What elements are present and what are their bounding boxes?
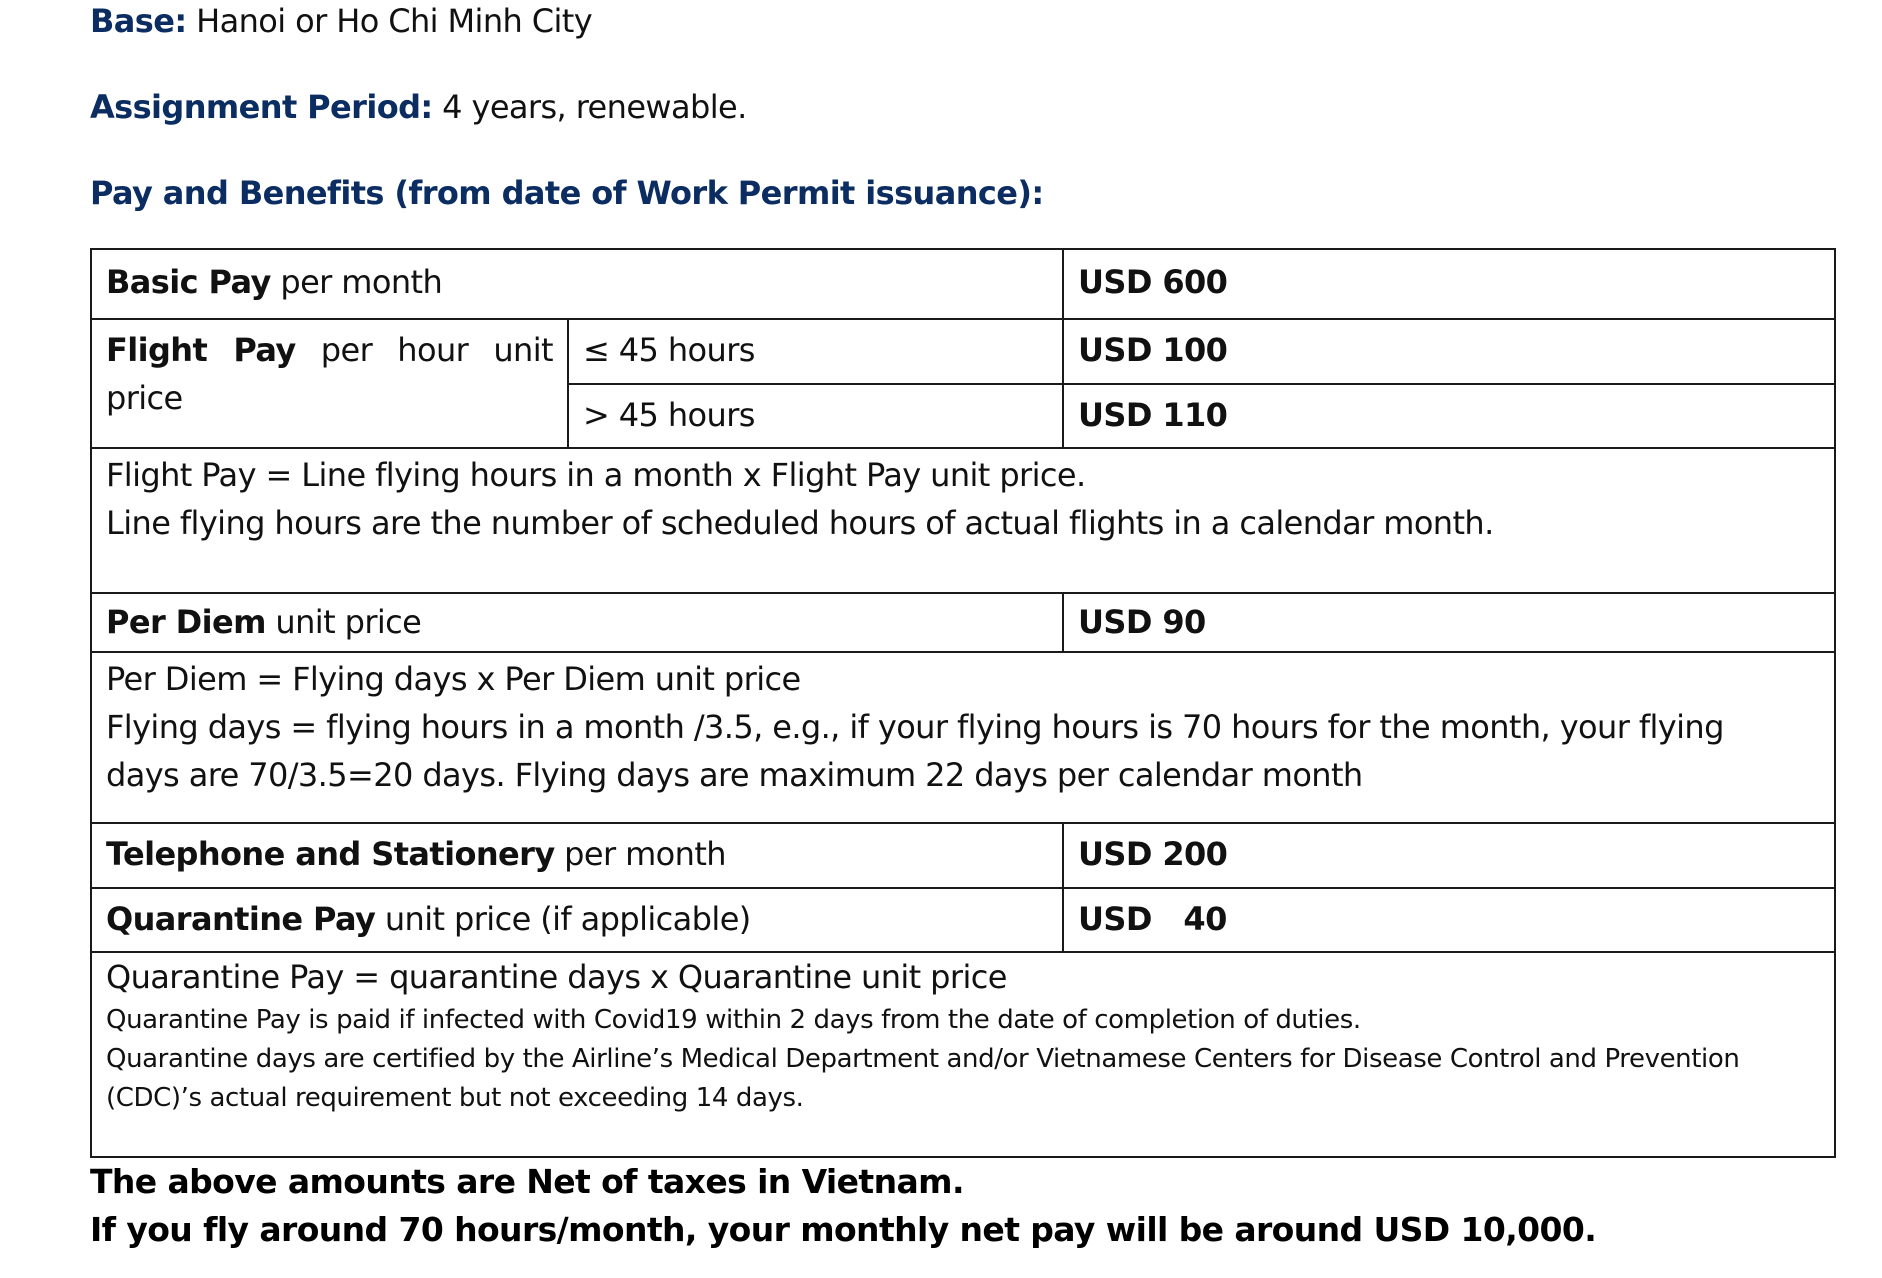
flight-pay-tier-2-condition: > 45 hours: [568, 384, 1063, 448]
assignment-period-label: Assignment Period:: [90, 88, 433, 126]
per-diem-value: USD 90: [1063, 593, 1835, 652]
per-diem-description-line-1: Per Diem = Flying days x Per Diem unit price: [106, 660, 801, 698]
pay-benefits-table: [90, 248, 1836, 1158]
flight-pay-tier-2-value: USD 110: [1063, 384, 1835, 448]
flight-pay-tier-1-condition: ≤ 45 hours: [568, 319, 1063, 384]
quarantine-label: [91, 888, 1063, 952]
table-row-quarantine-description: [91, 952, 1835, 1157]
basic-pay-rest: per month: [270, 263, 443, 301]
flight-pay-bold: Flight Pay: [106, 331, 296, 369]
flight-pay-label: [91, 319, 568, 448]
flight-pay-label-line-2: price: [106, 379, 183, 417]
table-row-telephone: [91, 823, 1835, 888]
quarantine-value: [1063, 888, 1835, 952]
telephone-rest: per month: [554, 835, 726, 873]
flight-pay-description-line-1: Flight Pay = Line flying hours in a month x Flight Pay unit price.: [106, 456, 1086, 494]
flight-pay-rest: per hour unit: [295, 331, 553, 369]
per-diem-description-line-3: days are 70/3.5=20 days. Flying days are maximum 22 days per calendar month: [106, 756, 1363, 794]
pay-benefits-heading: Pay and Benefits (from date of Work Permit issuance):: [90, 174, 1044, 212]
flight-pay-description: [91, 448, 1835, 593]
flight-pay-tier-1-value: USD 100: [1063, 319, 1835, 384]
quarantine-value-text: USD 40: [1078, 900, 1227, 938]
basic-pay-label: [91, 249, 1063, 319]
quarantine-description-main: Quarantine Pay = quarantine days x Quarantine unit price: [106, 958, 1007, 996]
flight-pay-description-line-2: Line flying hours are the number of scheduled hours of actual flights in a calendar month.: [106, 504, 1494, 542]
footer-net-of-taxes: The above amounts are Net of taxes in Vietnam.: [90, 1162, 964, 1201]
assignment-period-line: [90, 88, 747, 126]
base-label: Base:: [90, 2, 187, 40]
table-row-per-diem: [91, 593, 1835, 652]
basic-pay-value: USD 600: [1063, 249, 1835, 319]
table-row-per-diem-description: [91, 652, 1835, 823]
base-line: [90, 2, 592, 40]
basic-pay-bold: Basic Pay: [106, 263, 271, 301]
quarantine-description: [91, 952, 1835, 1157]
table-row-quarantine: [91, 888, 1835, 952]
quarantine-description-small-1: Quarantine Pay is paid if infected with Covid19 within 2 days from the date of completion of duties.: [106, 1005, 1361, 1035]
per-diem-rest: unit price: [265, 603, 422, 641]
table-row-flight-pay-description: [91, 448, 1835, 593]
footer-monthly-net-pay: If you fly around 70 hours/month, your monthly net pay will be around USD 10,000.: [90, 1210, 1597, 1249]
quarantine-rest: unit price (if applicable): [375, 900, 751, 938]
telephone-label: [91, 823, 1063, 888]
per-diem-label: [91, 593, 1063, 652]
base-value: Hanoi or Ho Chi Minh City: [196, 2, 593, 40]
flight-pay-label-line-1: [106, 326, 553, 374]
quarantine-description-small-3: (CDC)’s actual requirement but not exceeding 14 days.: [106, 1083, 804, 1113]
telephone-bold: Telephone and Stationery: [106, 835, 555, 873]
assignment-period-value: 4 years, renewable.: [442, 88, 747, 126]
per-diem-description-line-2: Flying days = flying hours in a month /3.5, e.g., if your flying hours is 70 hours for the month, your flying: [106, 708, 1724, 746]
table-row-flight-pay-tier-1: [91, 319, 1835, 384]
table-row-basic-pay: [91, 249, 1835, 319]
quarantine-bold: Quarantine Pay: [106, 900, 376, 938]
per-diem-bold: Per Diem: [106, 603, 266, 641]
quarantine-description-small-2: Quarantine days are certified by the Airline’s Medical Department and/or Vietnamese Centers for Disease Control and Prevention: [106, 1044, 1740, 1074]
telephone-value: USD 200: [1063, 823, 1835, 888]
per-diem-description: [91, 652, 1835, 823]
